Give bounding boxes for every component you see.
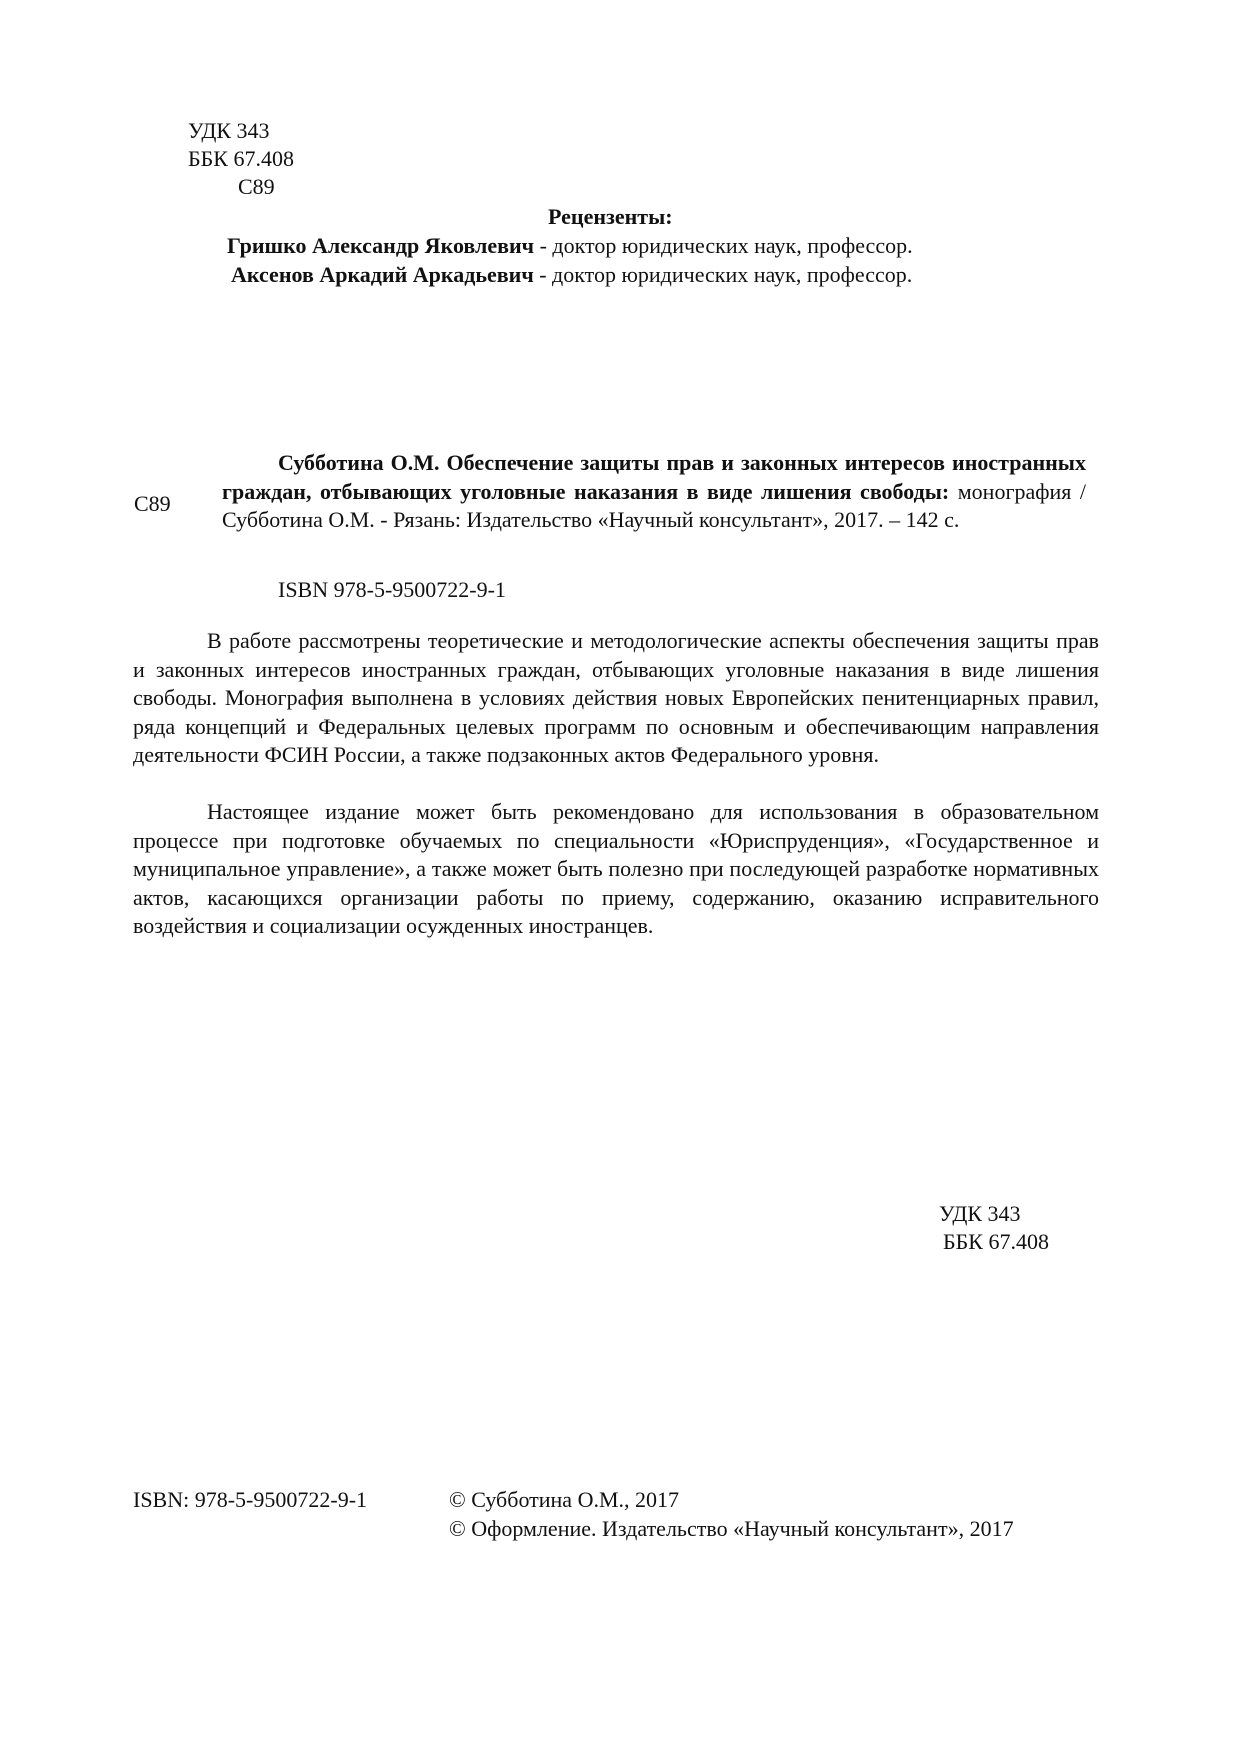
catalog-description: [222, 449, 1086, 535]
reviewer-line: [231, 261, 912, 289]
bottom-udk: УДК 343: [939, 1201, 1021, 1226]
author-mark: С89: [238, 174, 275, 199]
reviewer-line: [227, 232, 913, 260]
abstract-paragraph-2: Настоящее издание может быть рекомендовано для использования в образовательном процессе при подготовке обучаемых по специальности «Юриспруденция», «Государственное и муниципальное управление», а также может быть полезно при последующей разработке нормативных актов, касающихся организации работы по приему, содержанию, оказанию исправительного воздействия и социализации осужденных иностранцев.: [133, 799, 1099, 938]
catalog-bold-title: Субботина О.М. Обеспечение защиты прав и законных интересов иностранных граждан, отбывающих уголовные наказания в виде лишения свободы:: [222, 450, 1086, 504]
catalog-isbn: ISBN 978-5-9500722-9-1: [278, 577, 506, 602]
bbk-code: ББК 67.408: [188, 146, 294, 171]
reviewer-desc: - доктор юридических наук, профессор.: [534, 233, 913, 258]
reviewer-name: Гришко Александр Яковлевич: [227, 233, 535, 258]
copyright-design: © Оформление. Издательство «Научный консультант», 2017: [449, 1516, 1014, 1541]
catalog-publication-info: монография /Субботина О.М. - Рязань: Издательство «Научный консультант», 2017. – 142 с.: [222, 478, 1086, 532]
reviewer-name: Аксенов Аркадий Аркадьевич: [231, 262, 534, 287]
copyright-author: © Субботина О.М., 2017: [449, 1487, 680, 1512]
catalog-side-code: С89: [134, 491, 171, 516]
reviewers-title: Рецензенты:: [548, 204, 673, 229]
bottom-bbk: ББК 67.408: [943, 1229, 1049, 1254]
footer-isbn: ISBN: 978-5-9500722-9-1: [133, 1487, 368, 1512]
abstract-paragraph-1: В работе рассмотрены теоретические и методологические аспекты обеспечения защиты прав и законных интересов иностранных граждан, отбывающих уголовные наказания в виде лишения свободы. Монография выполнена в условиях действия новых Европейских пенитенциарных правил, ряда концепций и Федеральных целевых программ по основным и обеспечивающим направления деятельности ФСИН России, а также подзаконных актов Федерального уровня.: [133, 628, 1099, 767]
reviewer-desc: - доктор юридических наук, профессор.: [533, 262, 913, 287]
udk-code: УДК 343: [188, 118, 270, 143]
